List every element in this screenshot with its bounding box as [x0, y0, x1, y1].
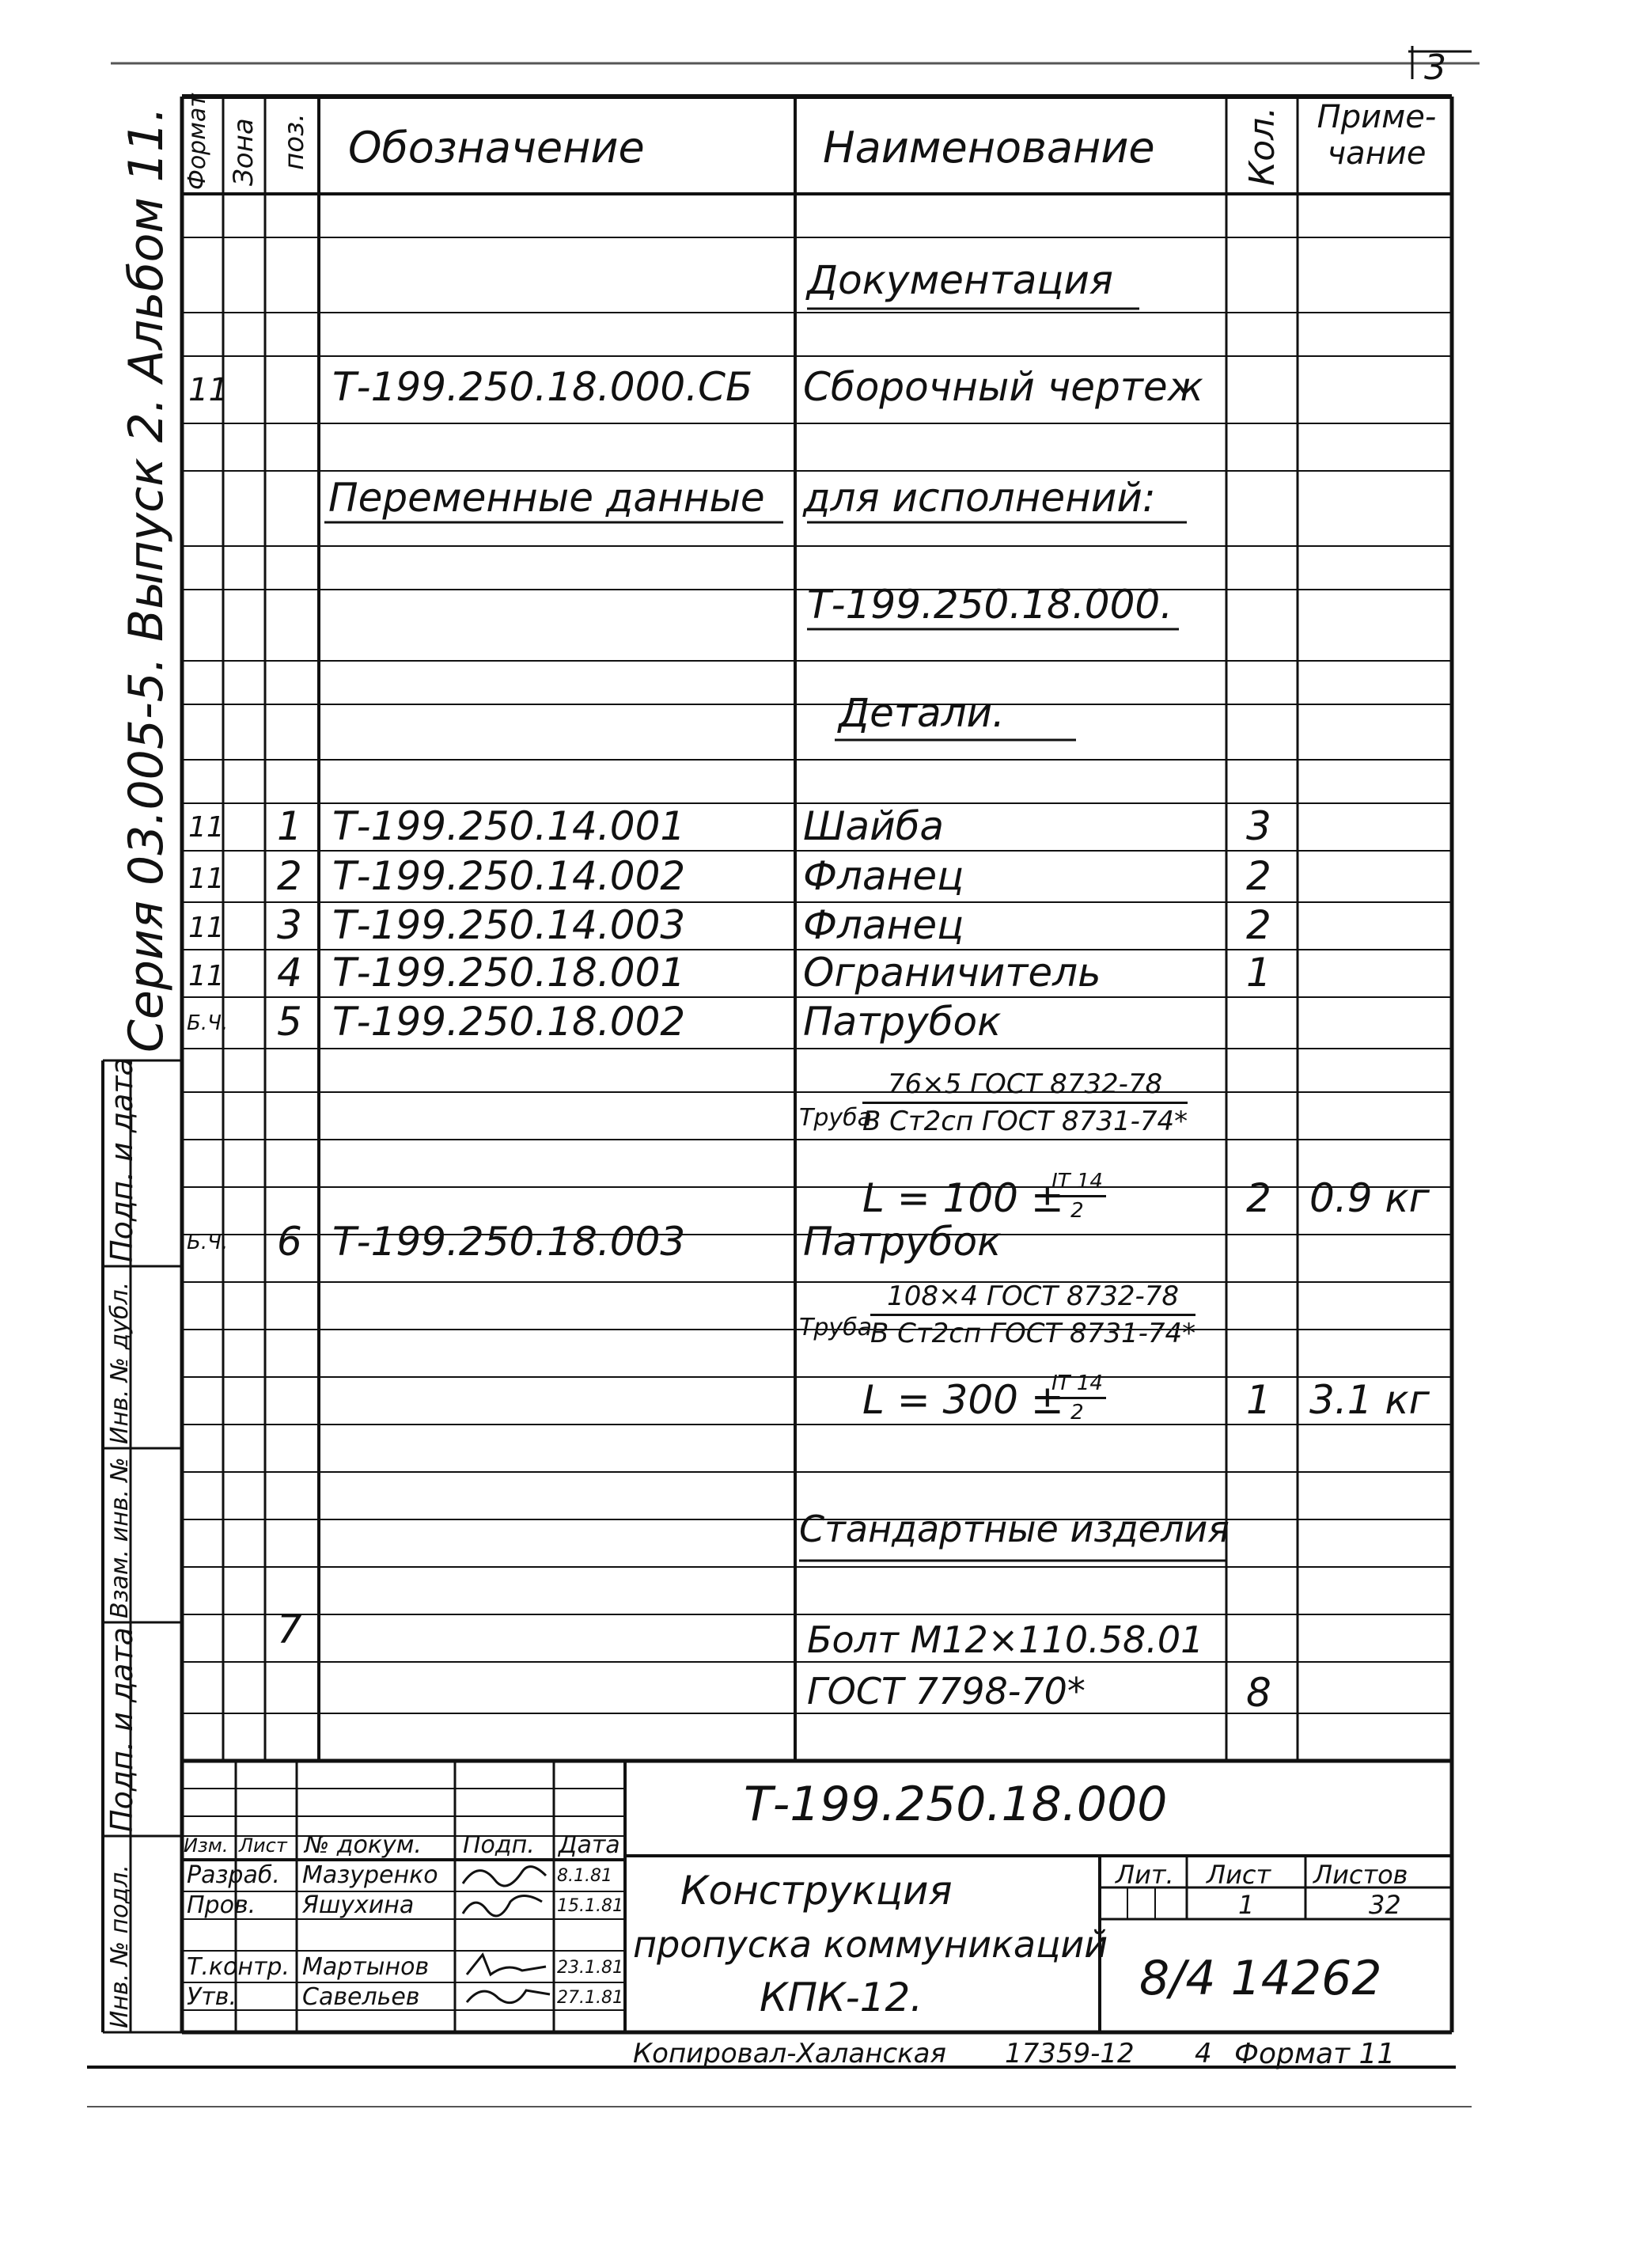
stamp-hdr-list: Лист	[239, 1834, 287, 1857]
part-2-qty: 2	[1246, 853, 1271, 899]
bolt-qty: 8	[1246, 1670, 1271, 1716]
part-5-name: Патрубок	[803, 999, 1002, 1045]
stamp-sheet-label: Лист	[1207, 1860, 1271, 1890]
strip-inv-podl: Инв. № подл.	[106, 1865, 134, 2028]
stamp-prov-name: Яшухина	[302, 1891, 415, 1919]
length-1-prefix: L = 100 ±	[862, 1175, 1064, 1221]
footer-format: Формат 11	[1234, 2038, 1396, 2070]
part-3-qty: 2	[1246, 902, 1271, 948]
part-4-format: 11	[188, 960, 225, 992]
header-format: Формат	[184, 93, 211, 190]
stamp-lit-label: Лит.	[1116, 1860, 1174, 1890]
length-2-qty: 1	[1246, 1377, 1271, 1423]
stamp-hdr-izm: Изм.	[184, 1834, 229, 1857]
part-4-name: Ограничитель	[803, 950, 1101, 996]
header-designation: Обозначение	[348, 123, 645, 173]
length-2-prefix: L = 300 ±	[862, 1377, 1064, 1423]
stamp-tkontr-date: 23.1.81	[557, 1958, 623, 1978]
part-1-name: Шайба	[803, 803, 945, 849]
variable-data-left: Переменные данные	[328, 475, 765, 521]
header-pos: поз.	[278, 113, 310, 170]
length-1-qty: 2	[1246, 1175, 1271, 1221]
section-standard: Стандартные изделия	[799, 1508, 1230, 1550]
bolt-name: Болт М12×110.58.01	[807, 1618, 1204, 1661]
signature-utv	[467, 1990, 550, 2003]
stamp-sheets-label: Листов	[1313, 1860, 1408, 1890]
stamp-hdr-data: Дата	[559, 1831, 620, 1859]
assembly-designation: Т-199.250.18.000.СБ	[332, 364, 753, 410]
stamp-prov-role: Пров.	[187, 1891, 256, 1919]
part-6-name: Патрубок	[803, 1219, 1002, 1265]
header-zone: Зона	[228, 118, 260, 186]
stamp-utv-name: Савельев	[302, 1983, 420, 2011]
part-3-designation: Т-199.250.14.003	[332, 902, 686, 948]
part-1-designation: Т-199.250.14.001	[332, 803, 686, 849]
pipe-1-word: Труба	[799, 1104, 873, 1132]
pipe-1-denominator: В Ст2сп ГОСТ 8731-74*	[862, 1106, 1188, 1137]
variable-data-right: для исполнений:	[803, 475, 1156, 521]
stamp-prov-date: 15.1.81	[557, 1896, 623, 1916]
length-2-tol-num: IT 14	[1048, 1371, 1106, 1399]
assembly-format: 11	[188, 372, 229, 408]
stamp-razrab-name: Мазуренко	[302, 1861, 438, 1889]
bolt-pos: 7	[277, 1607, 302, 1652]
strip-podp-data-2: Подп. и дата	[104, 1627, 139, 1832]
pipe-2-word: Труба	[799, 1314, 873, 1341]
part-6-pos: 6	[277, 1219, 302, 1265]
page-number: 3	[1424, 47, 1446, 88]
part-5-designation: Т-199.250.18.002	[332, 999, 686, 1045]
footer-order: 17359-12	[1005, 2038, 1135, 2069]
section-details: Детали.	[839, 690, 1005, 736]
stamp-razrab-date: 8.1.81	[557, 1866, 612, 1886]
bolt-gost: ГОСТ 7798-70*	[807, 1670, 1086, 1713]
part-5-format: Б.Ч.	[187, 1011, 229, 1035]
part-5-pos: 5	[277, 999, 302, 1045]
pipe-2-numerator: 108×4 ГОСТ 8732-78	[870, 1280, 1195, 1316]
part-6-designation: Т-199.250.18.003	[332, 1219, 686, 1265]
pipe-1-numerator: 76×5 ГОСТ 8732-78	[862, 1068, 1188, 1104]
strip-vzam-inv: Взам. инв. №	[106, 1457, 134, 1618]
section-documentation: Документация	[807, 257, 1113, 303]
length-2-tol-den: 2	[1070, 1401, 1084, 1425]
part-4-qty: 1	[1246, 950, 1271, 996]
stamp-utv-role: Утв.	[187, 1983, 237, 2011]
part-1-format: 11	[188, 811, 225, 844]
variant-designation: Т-199.250.18.000.	[807, 582, 1173, 628]
part-2-name: Фланец	[803, 853, 964, 899]
header-note: Приме-чание	[1317, 99, 1437, 172]
stamp-razrab-role: Разраб.	[187, 1861, 280, 1889]
part-4-designation: Т-199.250.18.001	[332, 950, 686, 996]
part-4-pos: 4	[277, 950, 302, 996]
stamp-tkontr-name: Мартынов	[302, 1953, 430, 1981]
footer-copied: Копировал-Халанская	[633, 2038, 946, 2069]
footer-num: 4	[1195, 2038, 1212, 2069]
header-name: Наименование	[823, 123, 1155, 173]
signature-prov	[463, 1896, 542, 1917]
stamp-title-line-1: Конструкция	[680, 1868, 953, 1914]
part-1-qty: 3	[1246, 803, 1271, 849]
signature-tkontr	[467, 1955, 546, 1975]
strip-inv-dubl: Инв. № дубл.	[106, 1281, 134, 1444]
header-qty: Кол.	[1242, 106, 1283, 186]
stamp-tkontr-role: Т.контр.	[187, 1953, 290, 1981]
stamp-hdr-doc: № докум.	[305, 1831, 422, 1859]
part-2-designation: Т-199.250.14.002	[332, 853, 686, 899]
part-2-pos: 2	[277, 853, 302, 899]
part-2-format: 11	[188, 863, 225, 895]
stamp-sheets-value: 32	[1369, 1890, 1401, 1920]
strip-podp-data: Подп. и дата	[104, 1057, 139, 1262]
length-1-tol-den: 2	[1070, 1199, 1084, 1223]
assembly-name: Сборочный чертеж	[803, 364, 1203, 410]
part-6-format: Б.Ч.	[187, 1231, 229, 1254]
stamp-code: Т-199.250.18.000	[744, 1777, 1168, 1832]
part-3-format: 11	[188, 912, 225, 944]
length-2-note: 3.1 кг	[1309, 1377, 1430, 1423]
length-1-tol-num: IT 14	[1048, 1170, 1106, 1197]
part-3-pos: 3	[277, 902, 302, 948]
stamp-title-line-2: пропуска коммуникаций	[633, 1923, 1108, 1966]
part-3-name: Фланец	[803, 902, 964, 948]
stamp-title-line-3: КПК-12.	[760, 1975, 923, 2020]
stamp-utv-date: 27.1.81	[557, 1988, 623, 2008]
stamp-org-code: 8/4 14262	[1139, 1951, 1382, 2006]
pipe-2-denominator: В Ст2сп ГОСТ 8731-74*	[870, 1318, 1196, 1349]
signature-razrab	[463, 1867, 546, 1886]
length-1-note: 0.9 кг	[1309, 1175, 1430, 1221]
side-title: Серия 03.005-5. Выпуск 2. Альбом 11.	[119, 106, 174, 1053]
stamp-sheet-value: 1	[1238, 1890, 1255, 1920]
part-1-pos: 1	[277, 803, 302, 849]
stamp-hdr-podp: Подп.	[463, 1831, 535, 1859]
